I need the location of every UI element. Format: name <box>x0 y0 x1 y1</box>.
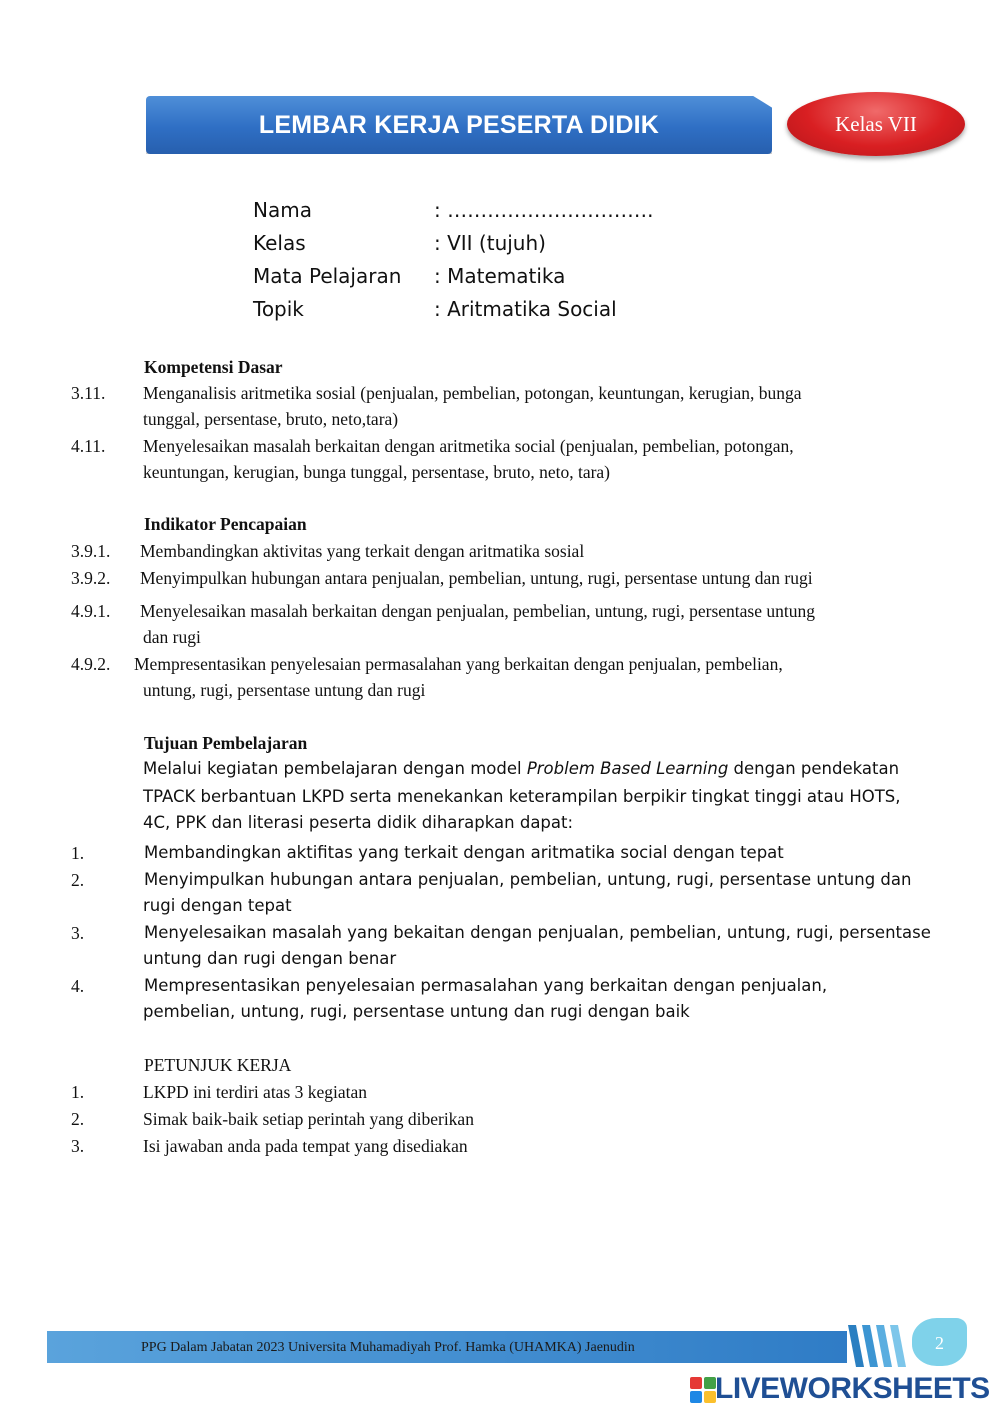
item-number: 4.9.2. <box>71 654 111 674</box>
item-number: 2. <box>71 1109 85 1129</box>
class-badge: Kelas VII <box>787 92 965 156</box>
item-number: 4. <box>71 976 85 996</box>
item-text: untung dan rugi dengan benar <box>143 949 397 968</box>
item-text: Simak baik-baik setiap perintah yang diberikan <box>143 1109 474 1129</box>
item-text: untung, rugi, persentase untung dan rugi <box>143 680 426 700</box>
item-number: 3. <box>71 923 85 943</box>
section-heading: Tujuan Pembelajaran <box>144 733 308 753</box>
item-text: Menyimpulkan hubungan antara penjualan, pembelian, untung, rugi, persentase untung dan <box>144 870 912 889</box>
item-text: Menyimpulkan hubungan antara penjualan, pembelian, untung, rugi, persentase untung dan rugi <box>140 568 813 588</box>
item-number: 1. <box>71 1082 85 1102</box>
item-number: 1. <box>71 843 85 863</box>
identity-label: Mata Pelajaran <box>253 264 402 288</box>
intro-text: TPACK berbantuan LKPD serta menekankan keterampilan berpikir tingkat tinggi atau HOTS, <box>143 787 901 806</box>
footer-text: PPG Dalam Jabatan 2023 Universita Muhamadiyah Prof. Hamka (UHAMKA) Jaenudin <box>141 1340 635 1355</box>
item-text: Menyelesaikan masalah yang bekaitan dengan penjualan, pembelian, untung, rugi, persentase <box>144 923 931 942</box>
item-text: dan rugi <box>143 627 201 647</box>
identity-value: : Matematika <box>434 264 566 288</box>
liveworksheets-watermark[interactable]: LIVEWORKSHEETS <box>715 1372 990 1405</box>
item-text: Isi jawaban anda pada tempat yang disediakan <box>143 1136 468 1156</box>
item-number: 3. <box>71 1136 85 1156</box>
intro-part: Melalui kegiatan pembelajaran dengan model <box>143 759 527 778</box>
identity-label: Topik <box>253 297 304 321</box>
item-text: Membandingkan aktifitas yang terkait dengan aritmatika social dengan tepat <box>144 843 784 862</box>
item-number: 3.9.1. <box>71 541 111 561</box>
item-text: LKPD ini terdiri atas 3 kegiatan <box>143 1082 368 1102</box>
identity-value: : VII (tujuh) <box>434 231 546 255</box>
item-number: 3.11. <box>71 383 106 403</box>
intro-text: 4C, PPK dan literasi peserta didik diharapkan dapat: <box>143 813 574 832</box>
item-text: pembelian, untung, rugi, persentase untung dan rugi dengan baik <box>143 1002 690 1021</box>
item-text: tunggal, persentase, bruto, neto,tara) <box>143 409 399 429</box>
item-text: keuntungan, kerugian, bunga tunggal, persentase, bruto, neto, tara) <box>143 462 611 482</box>
liveworksheets-logo-icon <box>690 1377 716 1403</box>
item-text: Mempresentasikan penyelesaian permasalahan yang berkaitan dengan penjualan, <box>144 976 828 995</box>
identity-value: : Aritmatika Social <box>434 297 617 321</box>
item-text: Menganalisis aritmetika sosial (penjualan, pembelian, potongan, keuntungan, kerugian, bunga <box>143 383 802 403</box>
item-number: 2. <box>71 870 85 890</box>
page-number: 2 <box>912 1318 967 1366</box>
section-heading: Indikator Pencapaian <box>144 514 307 534</box>
item-text: Menyelesaikan masalah berkaitan dengan aritmetika social (penjualan, pembelian, potongan, <box>143 436 794 456</box>
page-title: LEMBAR KERJA PESERTA DIDIK <box>258 111 660 139</box>
section-heading: PETUNJUK KERJA <box>144 1055 292 1075</box>
section-heading: Kompetensi Dasar <box>144 357 283 377</box>
item-text: rugi dengan tepat <box>143 896 292 915</box>
item-number: 4.9.1. <box>71 601 111 621</box>
item-text: Mempresentasikan penyelesaian permasalahan yang berkaitan dengan penjualan, pembelian, <box>134 654 783 674</box>
item-text: Membandingkan aktivitas yang terkait dengan aritmatika sosial <box>140 541 585 561</box>
item-number: 3.9.2. <box>71 568 111 588</box>
identity-value: : …………………………. <box>434 198 654 222</box>
identity-label: Kelas <box>253 231 306 255</box>
item-text: Menyelesaikan masalah berkaitan dengan penjualan, pembelian, untung, rugi, persentase untung <box>140 601 815 621</box>
intro-part: dengan pendekatan <box>728 759 900 778</box>
intro-text <box>143 758 899 780</box>
item-number: 4.11. <box>71 436 106 456</box>
intro-model: Problem Based Learning <box>526 759 729 778</box>
identity-label: Nama <box>253 198 312 222</box>
